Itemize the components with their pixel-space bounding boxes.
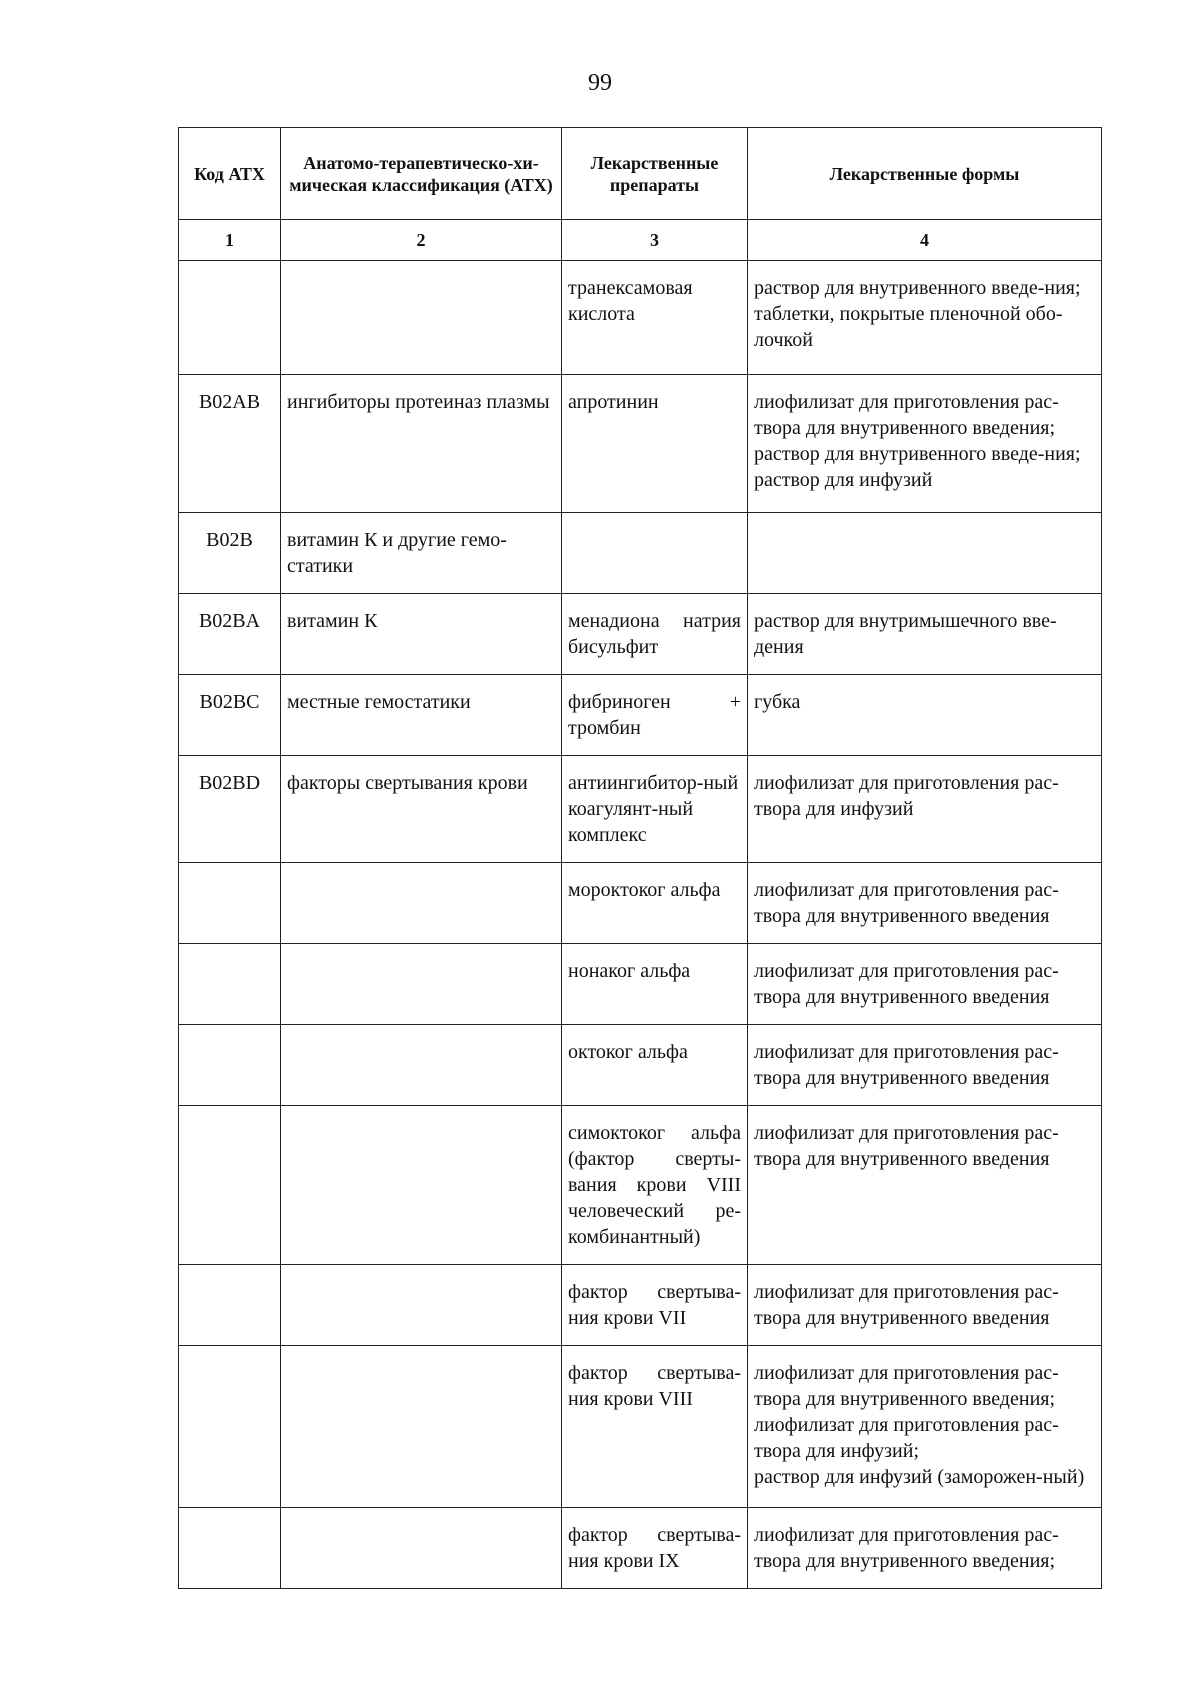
cell-atx-code <box>179 1508 281 1589</box>
cell-drug: менадиона натрия бисульфит <box>562 594 748 675</box>
table-row <box>179 513 1102 594</box>
cell-classification: ингибиторы протеиназ плазмы <box>281 375 562 513</box>
cell-drug: апротинин <box>562 375 748 513</box>
cell-dosage-form: лиофилизат для приготовления рас-твора для внутривенного введения <box>748 863 1102 944</box>
cell-drug: симоктоког альфа (фактор сверты-вания крови VIII человеческий ре-комбинантный) <box>562 1106 748 1265</box>
cell-classification <box>281 1106 562 1265</box>
cell-dosage-form: лиофилизат для приготовления рас-твора для внутривенного введения <box>748 1106 1102 1265</box>
table-row <box>179 1025 1102 1106</box>
cell-classification <box>281 863 562 944</box>
cell-drug: фактор свертыва-ния крови IX <box>562 1508 748 1589</box>
table-row <box>179 944 1102 1025</box>
column-number: 3 <box>562 220 748 261</box>
cell-dosage-form: лиофилизат для приготовления рас-твора для внутривенного введения <box>748 1025 1102 1106</box>
cell-drug: антиингибитор-ный коагулянт-ный комплекс <box>562 756 748 863</box>
cell-classification <box>281 1025 562 1106</box>
cell-atx-code <box>179 944 281 1025</box>
cell-dosage-form: раствор для внутримышечного вве-дения <box>748 594 1102 675</box>
cell-atx-code: B02AB <box>179 375 281 513</box>
table-row <box>179 1508 1102 1589</box>
header-atx-code: Код АТХ <box>179 128 281 220</box>
cell-drug: нонаког альфа <box>562 944 748 1025</box>
cell-atx-code <box>179 1265 281 1346</box>
cell-drug: мороктоког альфа <box>562 863 748 944</box>
cell-atx-code: B02BA <box>179 594 281 675</box>
cell-dosage-form <box>748 513 1102 594</box>
table-row <box>179 675 1102 756</box>
cell-classification <box>281 1265 562 1346</box>
cell-dosage-form: раствор для внутривенного введе-ния; таблетки, покрытые пленочной обо-лочкой <box>748 261 1102 375</box>
cell-atx-code <box>179 1346 281 1508</box>
table-row <box>179 594 1102 675</box>
column-number: 4 <box>748 220 1102 261</box>
cell-dosage-form: лиофилизат для приготовления рас-твора для внутривенного введения; раствор для внутривенного введе-ния; раствор для инфузий <box>748 375 1102 513</box>
column-number-row <box>179 220 1102 261</box>
cell-atx-code: B02BD <box>179 756 281 863</box>
cell-classification: витамин К <box>281 594 562 675</box>
header-dosage-forms: Лекарственные формы <box>748 128 1102 220</box>
table-row <box>179 1346 1102 1508</box>
cell-dosage-form: лиофилизат для приготовления рас-твора для внутривенного введения; лиофилизат для приготовления рас-твора для инфузий; раствор для инфузий (заморожен-ный) <box>748 1346 1102 1508</box>
table-row <box>179 1265 1102 1346</box>
cell-classification <box>281 261 562 375</box>
cell-classification <box>281 1346 562 1508</box>
cell-atx-code <box>179 1106 281 1265</box>
cell-drug: фактор свертыва-ния крови VIII <box>562 1346 748 1508</box>
table-header-row <box>179 128 1102 220</box>
cell-atx-code: B02BC <box>179 675 281 756</box>
cell-drug: октоког альфа <box>562 1025 748 1106</box>
cell-classification: местные гемостатики <box>281 675 562 756</box>
cell-classification: витамин К и другие гемо-статики <box>281 513 562 594</box>
cell-dosage-form: лиофилизат для приготовления рас-твора для внутривенного введения <box>748 1265 1102 1346</box>
cell-drug: фактор свертыва-ния крови VII <box>562 1265 748 1346</box>
cell-atx-code <box>179 863 281 944</box>
column-number: 1 <box>179 220 281 261</box>
cell-dosage-form: лиофилизат для приготовления рас-твора для инфузий <box>748 756 1102 863</box>
cell-drug: фибриноген + тромбин <box>562 675 748 756</box>
table-row <box>179 261 1102 375</box>
cell-drug <box>562 513 748 594</box>
atx-drug-table <box>178 127 1102 1589</box>
table-row <box>179 756 1102 863</box>
cell-atx-code <box>179 1025 281 1106</box>
cell-drug: транексамовая кислота <box>562 261 748 375</box>
page-number: 99 <box>588 70 612 96</box>
cell-atx-code: B02B <box>179 513 281 594</box>
header-atx-classification: Анатомо-терапевтическо-хи-мическая классификация (АТХ) <box>281 128 562 220</box>
cell-classification <box>281 944 562 1025</box>
cell-dosage-form: лиофилизат для приготовления рас-твора для внутривенного введения; <box>748 1508 1102 1589</box>
cell-dosage-form: лиофилизат для приготовления рас-твора для внутривенного введения <box>748 944 1102 1025</box>
table-row <box>179 863 1102 944</box>
cell-classification: факторы свертывания крови <box>281 756 562 863</box>
cell-atx-code <box>179 261 281 375</box>
column-number: 2 <box>281 220 562 261</box>
table-row <box>179 375 1102 513</box>
table-row <box>179 1106 1102 1265</box>
cell-classification <box>281 1508 562 1589</box>
cell-dosage-form: губка <box>748 675 1102 756</box>
table-body <box>179 261 1102 1589</box>
header-drugs: Лекарственные препараты <box>562 128 748 220</box>
